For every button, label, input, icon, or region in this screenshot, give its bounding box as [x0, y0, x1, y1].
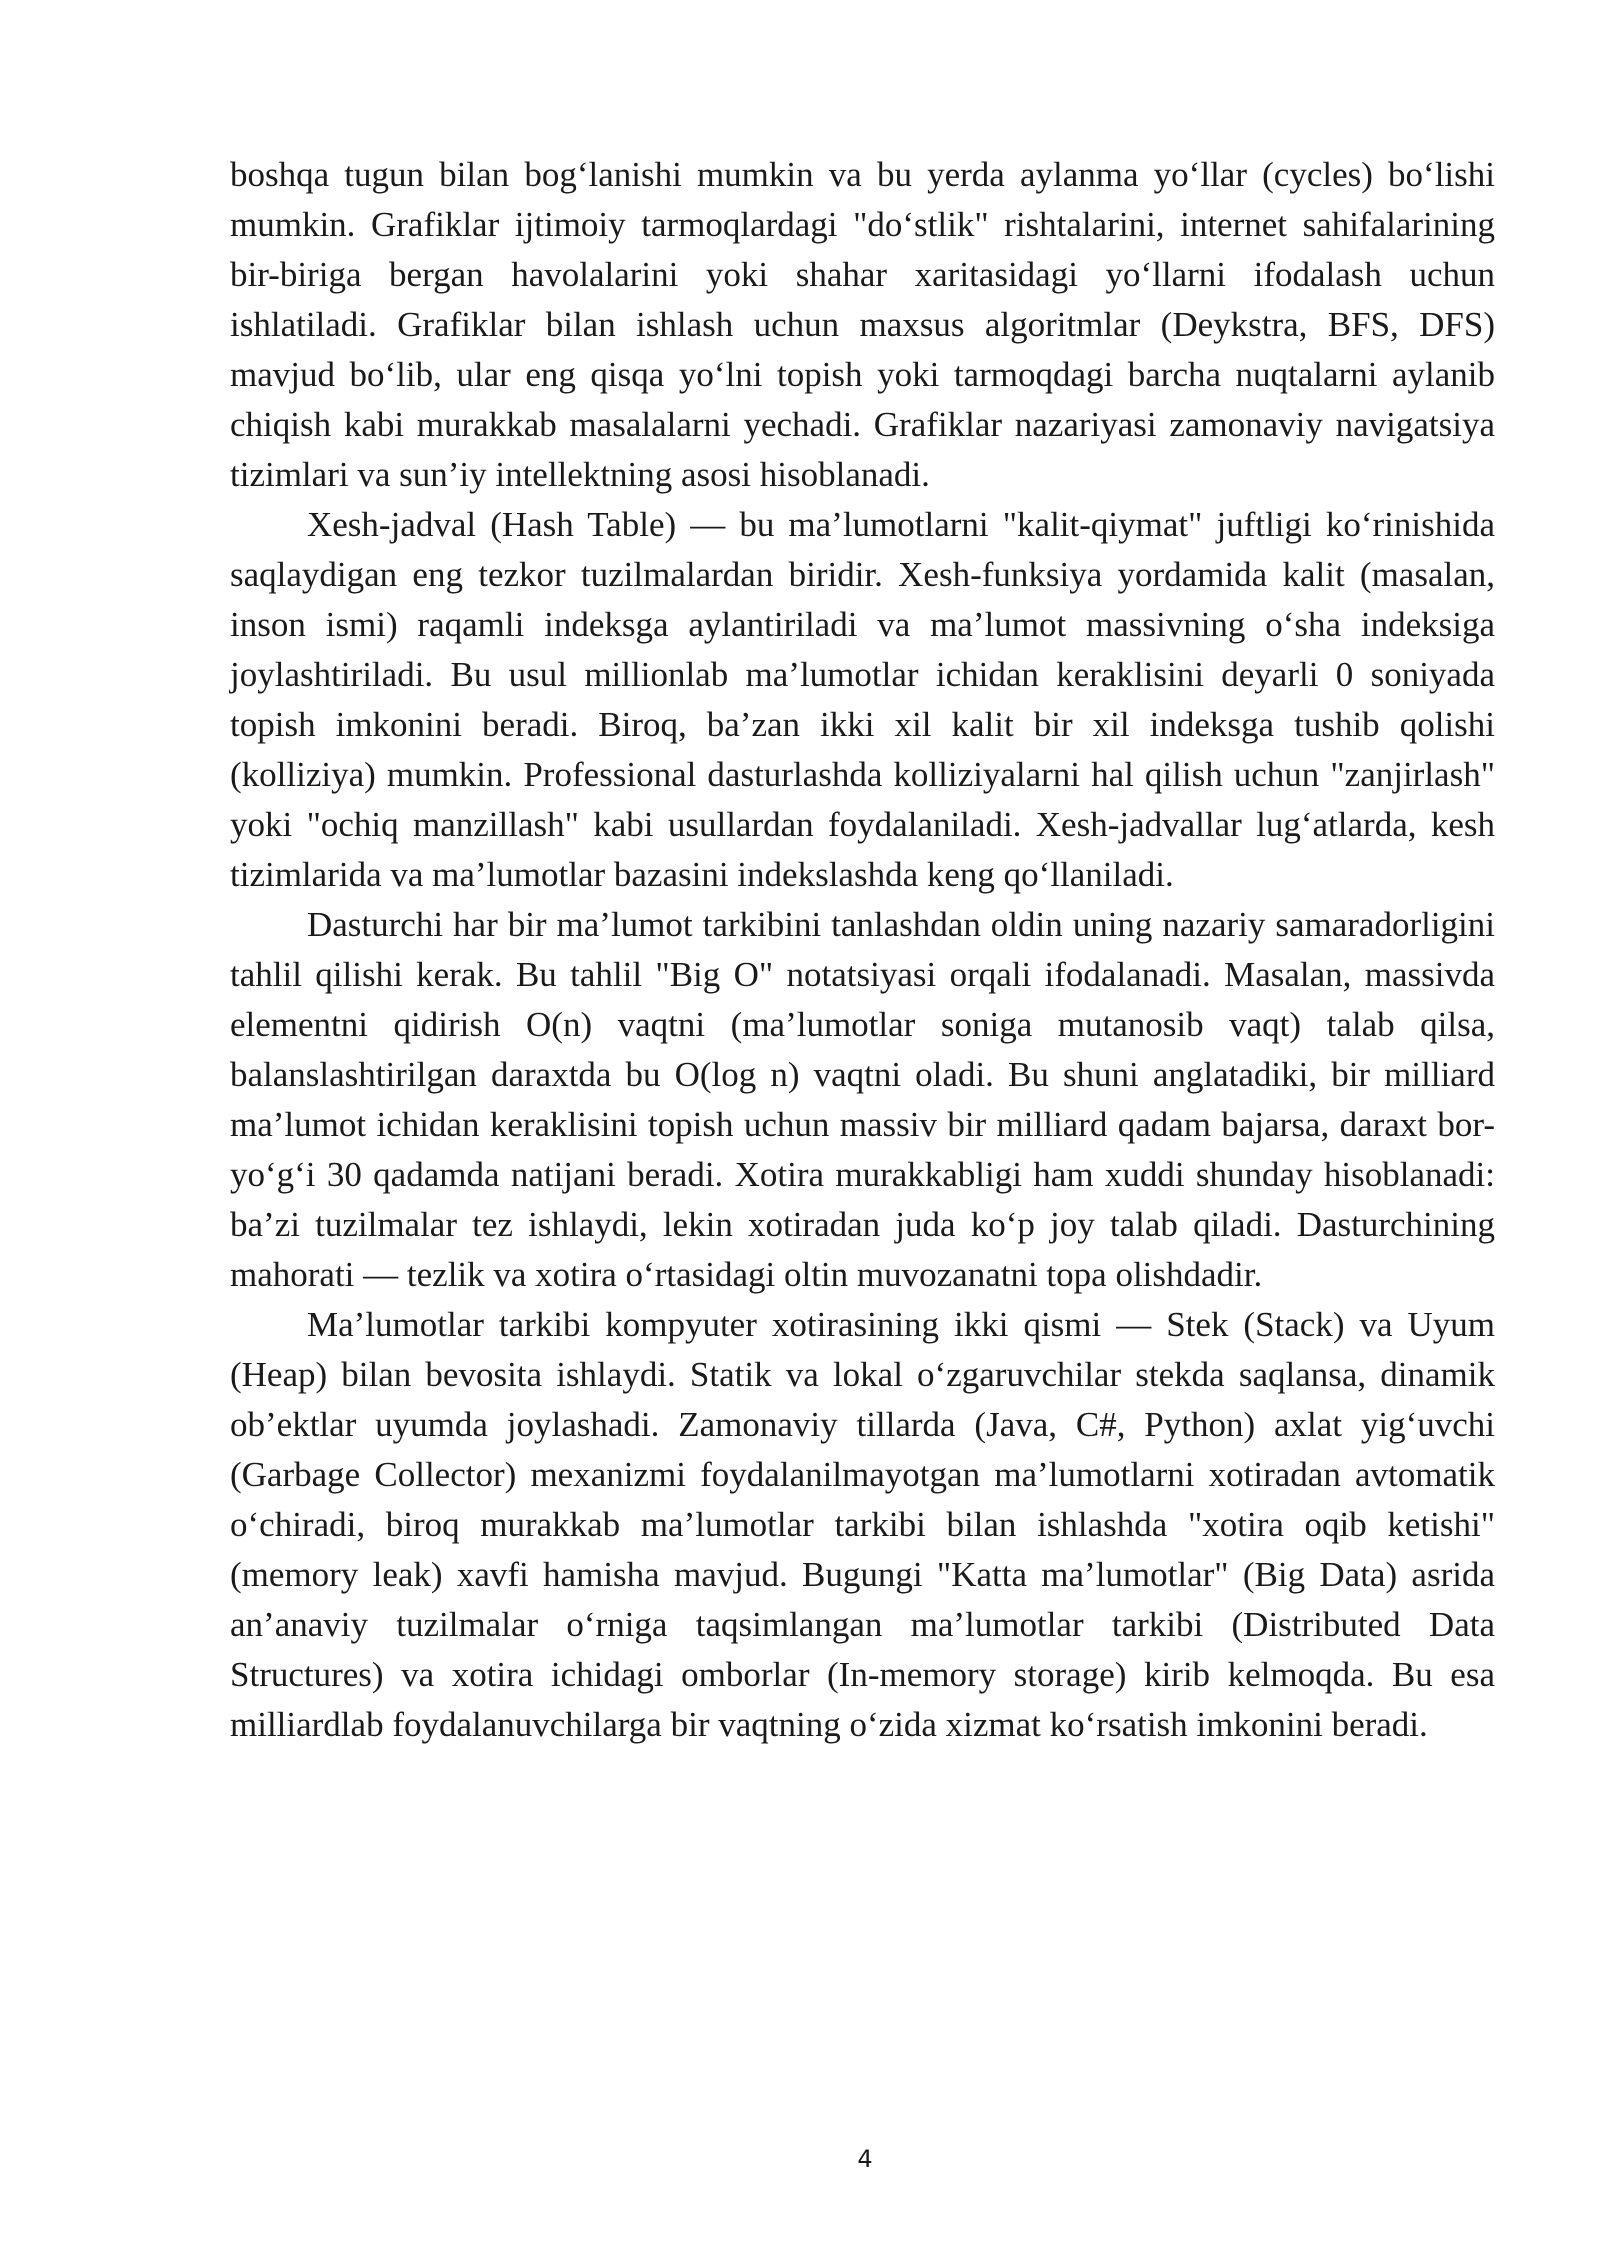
page-number: 4: [857, 2145, 873, 2173]
paragraph-big-o: Dasturchi har bir ma’lumot tarkibini tanlashdan oldin uning nazariy samaradorligini tahlil qilishi kerak. Bu tahlil "Big O" notatsiyasi orqali ifodalanadi. Masalan, massivda elementni qidirish O(n) vaqtni (ma’lumotlar soniga mutanosib vaqt) talab qilsa, balanslashtirilgan daraxtda bu O(log n) vaqtni oladi. Bu shuni anglatadiki, bir milliard ma’lumot ichidan keraklisini topish uchun massiv bir milliard qadam bajarsa, daraxt bor-yo‘g‘i 30 qadamda natijani beradi. Xotira murakkabligi ham xuddi shunday hisoblanadi: ba’zi tuzilmalar tez ishlaydi, lekin xotiradan juda ko‘p joy talab qiladi. Dasturchining mahorati — tezlik va xotira o‘rtasidagi oltin muvozanatni topa olishdadir.: [230, 905, 1495, 1294]
paragraph-graphs-continued: boshqa tugun bilan bog‘lanishi mumkin va bu yerda aylanma yo‘llar (cycles) bo‘lishi mumkin. Grafiklar ijtimoiy tarmoqlardagi "do‘stlik" rishtalarini, internet sahifalarining bir-biriga bergan havolalarini yoki shahar xaritasidagi yo‘llarni ifodalash uchun ishlatiladi. Grafiklar bilan ishlash uchun maxsus algoritmlar (Deykstra, BFS, DFS) mavjud bo‘lib, ular eng qisqa yo‘lni topish yoki tarmoqdagi barcha nuqtalarni aylanib chiqish kabi murakkab masalalarni yechadi. Grafiklar nazariyasi zamonaviy navigatsiya tizimlari va sun’iy intellektning asosi hisoblanadi.: [230, 155, 1495, 494]
paragraph-hash-table: Xesh-jadval (Hash Table) — bu ma’lumotlarni "kalit-qiymat" juftligi ko‘rinishida saqlaydigan eng tezkor tuzilmalardan biridir. Xesh-funksiya yordamida kalit (masalan, inson ismi) raqamli indeksga aylantiriladi va ma’lumot massivning o‘sha indeksiga joylashtiriladi. Bu usul millionlab ma’lumotlar ichidan keraklisini deyarli 0 soniyada topish imkonini beradi. Biroq, ba’zan ikki xil kalit bir xil indeksga tushib qolishi (kolliziya) mumkin. Professional dasturlashda kolliziyalarni hal qilish uchun "zanjirlash" yoki "ochiq manzillash" kabi usullardan foydalaniladi. Xesh-jadvallar lug‘atlarda, kesh tizimlarida va ma’lumotlar bazasini indekslashda keng qo‘llaniladi.: [230, 505, 1495, 894]
body-text: [230, 150, 1495, 1750]
paragraph-stack-heap: Ma’lumotlar tarkibi kompyuter xotirasining ikki qismi — Stek (Stack) va Uyum (Heap) bilan bevosita ishlaydi. Statik va lokal o‘zgaruvchilar stekda saqlansa, dinamik ob’ektlar uyumda joylashadi. Zamonaviy tillarda (Java, C#, Python) axlat yig‘uvchi (Garbage Collector) mexanizmi foydalanilmayotgan ma’lumotlarni xotiradan avtomatik o‘chiradi, biroq murakkab ma’lumotlar tarkibi bilan ishlashda "xotira oqib ketishi" (memory leak) xavfi hamisha mavjud. Bugungi "Katta ma’lumotlar" (Big Data) asrida an’anaviy tuzilmalar o‘rniga taqsimlangan ma’lumotlar tarkibi (Distributed Data Structures) va xotira ichidagi omborlar (In-memory storage) kirib kelmoqda. Bu esa milliardlab foydalanuvchilarga bir vaqtning o‘zida xizmat ko‘rsatish imkonini beradi.: [230, 1305, 1495, 1744]
